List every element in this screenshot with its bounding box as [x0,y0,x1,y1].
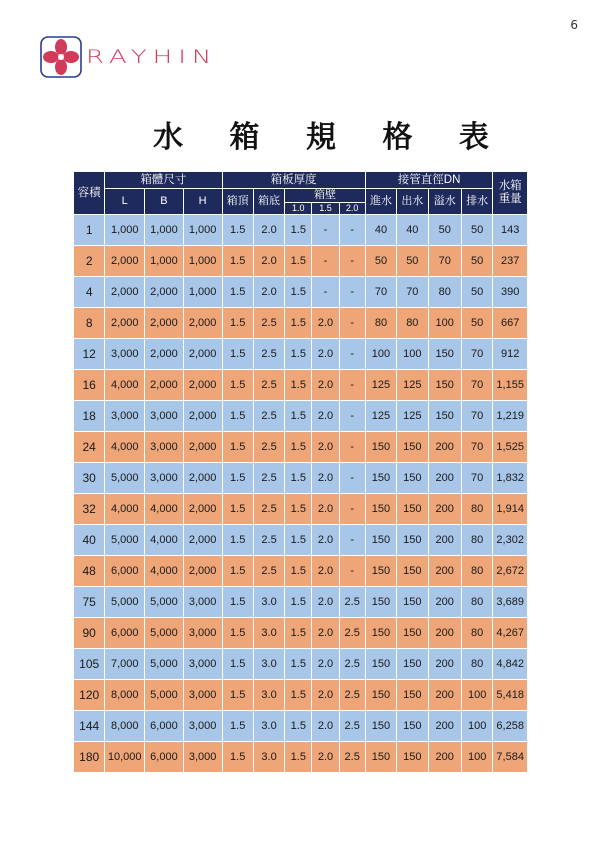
table-cell: 1.5 [285,525,312,556]
table-cell: 200 [428,742,461,773]
table-cell: 125 [365,401,396,432]
table-cell: 2,000 [145,308,184,339]
table-cell: 200 [428,618,461,649]
table-cell: 2,000 [105,246,145,277]
table-cell: 100 [365,339,396,370]
table-cell: 1.5 [222,494,253,525]
table-cell: 2.0 [312,711,339,742]
row-volume-cell: 75 [74,587,105,618]
table-cell: 2,000 [183,370,222,401]
table-cell: 5,000 [105,587,145,618]
table-cell: 1.5 [222,432,253,463]
row-volume-cell: 1 [74,215,105,246]
table-cell: 150 [428,401,461,432]
table-cell: 200 [428,711,461,742]
table-cell: 50 [461,277,492,308]
table-cell: 1.5 [222,742,253,773]
table-row [74,556,528,587]
table-cell: 3,000 [145,463,184,494]
table-cell: 1.5 [222,618,253,649]
table-cell: 2,000 [183,463,222,494]
header-l: L [105,189,145,215]
table-cell: 40 [365,215,396,246]
table-cell: - [339,556,365,587]
table-cell: 2.5 [253,339,284,370]
table-cell: 2.5 [253,432,284,463]
table-cell: 200 [428,525,461,556]
table-cell: 3.0 [253,742,284,773]
table-cell: 150 [397,556,428,587]
page-number: 6 [570,18,578,32]
table-cell: 10,000 [105,742,145,773]
table-cell: - [339,463,365,494]
table-cell: 150 [365,711,396,742]
table-cell: 150 [397,618,428,649]
table-cell: 50 [428,215,461,246]
table-row [74,525,528,556]
header-drain: 排水 [461,189,492,215]
table-cell: 1.5 [285,742,312,773]
table-cell: 1.5 [222,339,253,370]
table-cell: 150 [397,680,428,711]
table-cell: 3,000 [145,401,184,432]
header-wall-1-0: 1.0 [285,203,312,215]
header-pipe: 接管直徑DN [365,172,493,189]
table-cell: 3,000 [105,339,145,370]
table-cell: 100 [461,742,492,773]
table-cell: - [312,246,339,277]
row-volume-cell: 16 [74,370,105,401]
table-cell: 6,000 [105,618,145,649]
table-cell: 8,000 [105,711,145,742]
table-cell: 1.5 [285,246,312,277]
page-title: 水 箱 規 格 表 [153,120,507,155]
table-cell: 2,000 [145,339,184,370]
table-cell: 5,000 [105,525,145,556]
table-cell: - [339,215,365,246]
table-cell: - [312,215,339,246]
table-cell: 150 [365,525,396,556]
table-row [74,680,528,711]
table-cell: 1,832 [493,463,528,494]
header-bottom: 箱底 [253,189,284,215]
table-cell: 2.5 [339,649,365,680]
row-volume-cell: 180 [74,742,105,773]
table-cell: 1.5 [285,277,312,308]
table-cell: 1.5 [222,370,253,401]
table-cell: 143 [493,215,528,246]
table-cell: 150 [365,618,396,649]
table-cell: 1.5 [285,401,312,432]
table-row [74,215,528,246]
table-cell: 80 [461,618,492,649]
table-cell: 912 [493,339,528,370]
table-cell: 6,000 [145,711,184,742]
header-wall-2-0: 2.0 [339,203,365,215]
table-cell: 2,000 [145,277,184,308]
table-cell: 1,000 [183,277,222,308]
table-cell: - [312,277,339,308]
table-cell: 1.5 [222,277,253,308]
table-cell: 1.5 [222,401,253,432]
table-cell: 200 [428,556,461,587]
header-thickness: 箱板厚度 [222,172,365,189]
table-cell: 4,000 [145,525,184,556]
table-cell: 1.5 [222,649,253,680]
table-cell: 100 [428,308,461,339]
table-cell: 2.0 [312,587,339,618]
table-cell: 80 [461,525,492,556]
table-cell: - [339,246,365,277]
table-cell: 3,000 [183,649,222,680]
table-cell: 3,000 [145,432,184,463]
table-cell: 50 [365,246,396,277]
table-cell: 70 [461,463,492,494]
table-cell: 2.0 [312,370,339,401]
table-cell: - [339,401,365,432]
table-cell: 1.5 [222,215,253,246]
table-row [74,711,528,742]
table-cell: 1.5 [285,680,312,711]
table-cell: 150 [397,463,428,494]
table-cell: 3,000 [183,618,222,649]
table-cell: 80 [428,277,461,308]
table-cell: 150 [397,649,428,680]
table-cell: 3,000 [105,401,145,432]
table-cell: 2,302 [493,525,528,556]
table-cell: 2.0 [312,401,339,432]
table-cell: 2.0 [312,525,339,556]
table-cell: 1.5 [285,463,312,494]
table-cell: 1.5 [222,680,253,711]
table-cell: 125 [397,370,428,401]
table-cell: 1,000 [145,215,184,246]
header-dimensions: 箱體尺寸 [105,172,222,189]
table-cell: 125 [397,401,428,432]
table-body [74,215,528,773]
table-row [74,401,528,432]
table-cell: 150 [365,556,396,587]
table-cell: - [339,370,365,401]
table-cell: 7,000 [105,649,145,680]
table-cell: 2.0 [312,339,339,370]
table-cell: 3,000 [183,711,222,742]
table-cell: 200 [428,494,461,525]
table-cell: - [339,525,365,556]
table-cell: 2.5 [339,587,365,618]
table-cell: 200 [428,587,461,618]
flower-logo-icon [40,36,82,78]
table-cell: 2.5 [253,401,284,432]
table-cell: 5,000 [145,618,184,649]
table-row [74,370,528,401]
table-cell: 2,000 [183,401,222,432]
table-cell: 2,000 [183,494,222,525]
table-cell: 2.0 [253,215,284,246]
table-cell: 3.0 [253,680,284,711]
row-volume-cell: 90 [74,618,105,649]
table-cell: 150 [365,494,396,525]
table-cell: 2,000 [183,525,222,556]
table-cell: 2.5 [339,680,365,711]
table-cell: 150 [428,370,461,401]
table-cell: 667 [493,308,528,339]
table-cell: 150 [365,463,396,494]
row-volume-cell: 144 [74,711,105,742]
table-row [74,246,528,277]
table-cell: 1.5 [285,215,312,246]
table-cell: 390 [493,277,528,308]
row-volume-cell: 30 [74,463,105,494]
table-cell: 1,155 [493,370,528,401]
table-row [74,308,528,339]
table-row [74,742,528,773]
table-cell: - [339,494,365,525]
table-cell: - [339,277,365,308]
table-cell: 1.5 [222,556,253,587]
table-cell: 3,000 [183,587,222,618]
table-cell: 1.5 [285,339,312,370]
row-volume-cell: 12 [74,339,105,370]
table-cell: 5,000 [145,587,184,618]
table-cell: 80 [461,556,492,587]
table-cell: 8,000 [105,680,145,711]
table-cell: 3,000 [183,680,222,711]
table-cell: 150 [365,432,396,463]
header-volume: 容積 [74,172,105,215]
table-cell: 150 [365,587,396,618]
table-cell: 2,000 [183,432,222,463]
table-row [74,494,528,525]
table-cell: 2.0 [253,246,284,277]
table-cell: 2.0 [312,649,339,680]
table-row [74,432,528,463]
row-volume-cell: 120 [74,680,105,711]
header-inlet: 進水 [365,189,396,215]
header-wall-1-5: 1.5 [312,203,339,215]
table-cell: 2.5 [339,711,365,742]
table-cell: 1,219 [493,401,528,432]
table-cell: 150 [397,525,428,556]
table-cell: 150 [397,711,428,742]
table-cell: 1.5 [222,587,253,618]
table-cell: 2.5 [253,308,284,339]
header-wall: 箱壁 [285,189,366,203]
table-cell: 100 [397,339,428,370]
table-cell: 2.5 [253,525,284,556]
table-cell: 1.5 [285,308,312,339]
table-cell: 237 [493,246,528,277]
table-cell: 2,000 [105,308,145,339]
table-cell: 1,000 [183,246,222,277]
table-cell: 1,914 [493,494,528,525]
table-cell: 80 [397,308,428,339]
header-outlet: 出水 [397,189,428,215]
table-cell: 4,000 [105,370,145,401]
table-row [74,339,528,370]
table-cell: 125 [365,370,396,401]
table-cell: 1.5 [285,370,312,401]
table-cell: 1.5 [285,432,312,463]
row-volume-cell: 40 [74,525,105,556]
row-volume-cell: 2 [74,246,105,277]
table-cell: 2.0 [312,463,339,494]
table-cell: 50 [397,246,428,277]
table-cell: 2.5 [339,742,365,773]
brand-logo [40,36,217,78]
spec-table [73,171,528,773]
table-cell: 1.5 [222,246,253,277]
table-cell: 200 [428,680,461,711]
table-cell: 1,000 [145,246,184,277]
table-cell: 150 [397,432,428,463]
table-cell: 2.5 [253,463,284,494]
table-cell: 2,000 [183,339,222,370]
table-cell: 200 [428,432,461,463]
table-cell: 150 [365,649,396,680]
table-cell: 2.5 [339,618,365,649]
table-cell: 2.0 [312,432,339,463]
table-cell: 80 [461,494,492,525]
table-cell: 1.5 [285,494,312,525]
table-cell: 3.0 [253,587,284,618]
table-cell: 6,000 [105,556,145,587]
table-cell: 70 [461,339,492,370]
table-cell: 2.0 [312,556,339,587]
table-cell: 70 [461,401,492,432]
table-cell: 5,000 [105,463,145,494]
table-cell: 1,525 [493,432,528,463]
table-cell: 1.5 [285,587,312,618]
table-cell: 7,584 [493,742,528,773]
table-cell: 2.0 [312,618,339,649]
table-cell: 2.0 [312,494,339,525]
table-cell: 40 [397,215,428,246]
table-row [74,587,528,618]
table-row [74,277,528,308]
table-cell: 50 [461,215,492,246]
table-cell: 1,000 [105,215,145,246]
row-volume-cell: 32 [74,494,105,525]
header-overflow: 溢水 [428,189,461,215]
table-cell: 2.0 [253,277,284,308]
row-volume-cell: 24 [74,432,105,463]
table-cell: 150 [365,742,396,773]
table-row [74,649,528,680]
table-cell: 3.0 [253,711,284,742]
table-cell: 1,000 [183,215,222,246]
table-cell: 4,842 [493,649,528,680]
header-b: B [145,189,184,215]
table-cell: 2.5 [253,556,284,587]
table-cell: 1.5 [222,308,253,339]
table-cell: 1.5 [222,463,253,494]
brand-name: RAYHIN [86,46,218,68]
table-cell: 80 [365,308,396,339]
table-cell: 3,000 [183,742,222,773]
table-cell: 4,000 [145,494,184,525]
table-cell: - [339,432,365,463]
table-cell: 150 [365,680,396,711]
table-cell: 150 [397,587,428,618]
table-cell: 1.5 [285,618,312,649]
table-cell: 2.0 [312,308,339,339]
table-cell: 5,000 [145,649,184,680]
table-cell: 150 [397,494,428,525]
table-cell: 2,000 [183,308,222,339]
table-cell: 1.5 [222,711,253,742]
table-cell: 2,000 [145,370,184,401]
table-cell: 5,000 [145,680,184,711]
table-cell: 200 [428,463,461,494]
table-cell: - [339,308,365,339]
table-cell: 1.5 [285,711,312,742]
table-cell: 80 [461,649,492,680]
table-cell: 4,000 [145,556,184,587]
table-cell: 70 [428,246,461,277]
table-cell: 2,672 [493,556,528,587]
table-cell: 70 [397,277,428,308]
table-cell: 70 [461,370,492,401]
header-weight: 水箱重量 [493,172,528,215]
table-cell: 4,267 [493,618,528,649]
table-cell: 4,000 [105,494,145,525]
table-cell: 5,418 [493,680,528,711]
table-cell: 3.0 [253,618,284,649]
table-cell: 70 [365,277,396,308]
table-cell: 6,258 [493,711,528,742]
row-volume-cell: 105 [74,649,105,680]
table-cell: 50 [461,308,492,339]
table-cell: 3.0 [253,649,284,680]
table-cell: 1.5 [285,556,312,587]
row-volume-cell: 4 [74,277,105,308]
table-cell: 2.5 [253,494,284,525]
table-cell: 6,000 [145,742,184,773]
table-cell: 1.5 [285,649,312,680]
table-cell: 150 [397,742,428,773]
table-cell: 2.0 [312,742,339,773]
table-cell: 2.5 [253,370,284,401]
table-cell: 150 [428,339,461,370]
table-row [74,618,528,649]
row-volume-cell: 8 [74,308,105,339]
table-cell: 2,000 [105,277,145,308]
table-cell: 1.5 [222,525,253,556]
table-cell: 200 [428,649,461,680]
table-cell: 2,000 [183,556,222,587]
header-top: 箱頂 [222,189,253,215]
table-cell: 70 [461,432,492,463]
table-row [74,463,528,494]
table-cell: 80 [461,587,492,618]
row-volume-cell: 48 [74,556,105,587]
table-cell: 100 [461,711,492,742]
table-cell: 2.0 [312,680,339,711]
table-cell: 3,689 [493,587,528,618]
table-cell: - [339,339,365,370]
table-cell: 100 [461,680,492,711]
table-cell: 50 [461,246,492,277]
row-volume-cell: 18 [74,401,105,432]
header-h: H [183,189,222,215]
table-cell: 4,000 [105,432,145,463]
